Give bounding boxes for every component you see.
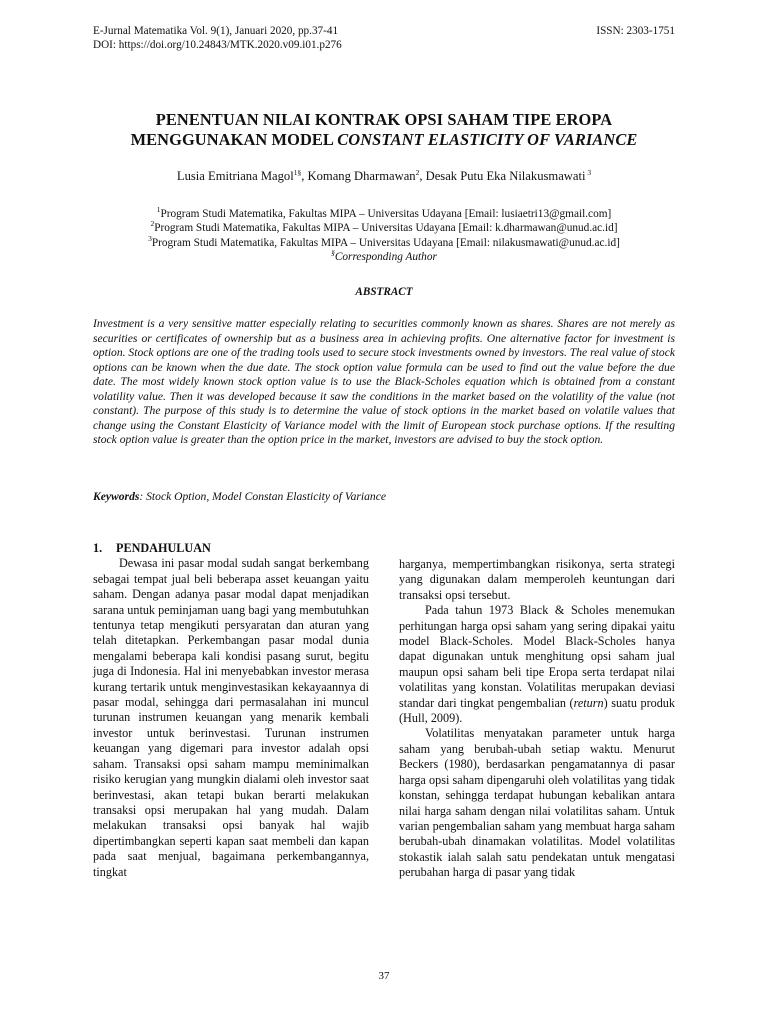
keywords — [93, 490, 675, 503]
paper-title — [93, 110, 675, 150]
intro-paragraph-2 — [399, 603, 675, 726]
corresponding-text: Corresponding Author — [334, 251, 437, 264]
section-number: 1. — [93, 541, 103, 555]
issn: ISSN: 2303-1751 — [596, 25, 675, 37]
author-2-marker: 2 — [415, 167, 420, 177]
title-line-2-plain: MENGGUNAKAN MODEL — [130, 130, 338, 149]
affiliation-1-marker: 1 — [156, 205, 161, 215]
author-1: Lusia Emitriana Magol — [176, 169, 294, 183]
keywords-label: Keywords — [93, 490, 140, 503]
intro-paragraph-1: Dewasa ini pasar modal sudah sangat berkembang sebagai tempat jual beli beberapa asset keuangan yaitu saham. Dengan adanya pasar modal dapat menjadikan sarana untuk peminjaman uang bagi yang membutuhkan tentunya tetap mengikuti persyaratan dan aturan yang telah ditetapkan. Perkembangan pasar modal dunia mengalami beberapa kali kondisi pasang surut, begitu juga di Indonesia. Hal ini menyebabkan investor merasa kurang tertarik untuk menginvestasikan kekayaannya di pasar modal, sehingga dari permasalahan ini muncul turunan instrumen keuangan yang menarik kembali investor untuk berinvestasi. Turunan instrumen keuangan yang digemari para investor adalah opsi saham. Transaksi opsi saham mampu meminimalkan risiko kerugian yang mungkin dialami oleh investor saat berinvestasi, akan tetapi bukan berarti melakukan transaksi opsi merupakan hal yang mudah. Dalam melakukan transaksi opsi banyak hal wajib dipertimbangkan seperti kapan saat membeli dan kapan pada saat menjual, bagaimana perkembangannya, tingkat — [93, 556, 369, 879]
intro-paragraph-2-b: ) suatu produk (Hull, 2009). — [399, 695, 675, 726]
affiliation-3-text: Program Studi Matematika, Fakultas MIPA – Universitas Udayana [Email: nilakusmawati@unud.ac.id] — [151, 236, 620, 249]
affiliation-3-marker: 3 — [148, 234, 152, 244]
corresponding-marker: § — [331, 248, 335, 258]
intro-paragraph-2-italic: return — [573, 695, 604, 710]
title-line-2-italic: CONSTANT ELASTICITY OF VARIANCE — [337, 130, 638, 149]
author-2: , Komang Dharmawan — [301, 169, 416, 183]
page-number: 37 — [378, 970, 390, 982]
affiliation-2 — [93, 221, 675, 235]
affiliation-2-marker: 2 — [150, 219, 155, 229]
section-heading — [93, 541, 369, 556]
author-1-marker: 1§ — [293, 167, 302, 177]
affiliation-2-text: Program Studi Matematika, Fakultas MIPA – Universitas Udayana [Email: k.dharmawan@unud.ac.id] — [154, 222, 618, 235]
running-header — [93, 25, 675, 52]
author-3: , Desak Putu Eka Nilakusmawati — [419, 169, 586, 183]
affiliation-3 — [93, 236, 675, 250]
journal-citation: E-Jurnal Matematika Vol. 9(1), Januari 2020, pp.37-41 — [93, 25, 339, 37]
title-line-1: PENENTUAN NILAI KONTRAK OPSI SAHAM TIPE EROPA — [155, 110, 613, 129]
abstract-heading: ABSTRACT — [355, 286, 413, 298]
intro-paragraph-3: Volatilitas menyatakan parameter untuk harga saham yang berubah-ubah setiap waktu. Menurut Beckers (1980), berdasarkan pengamatannya di pasar harga opsi saham dipengaruhi oleh volatilitas yang tidak konstan, sehingga terdapat hubungan kebalikan antara nilai harga saham dengan nilai volatilitas saham. Untuk varian pengembalian saham yang membuat harga saham berubah-ubah dinamakan volatilitas. Model volatilitas stokastik ialah salah satu pendekatan untuk mengatasi perubahan harga di pasar yang tidak — [399, 726, 675, 880]
author-list — [93, 169, 675, 184]
left-column — [93, 541, 369, 880]
keywords-text: : Stock Option, Model Constan Elasticity of Variance — [139, 490, 387, 503]
doi-link[interactable]: DOI: https://doi.org/10.24843/MTK.2020.v09.i01.p276 — [93, 38, 342, 51]
intro-paragraph-1-cont: harganya, mempertimbangkan risikonya, serta strategi yang digunakan dalam memperoleh keuntungan dari transaksi opsi tersebut. — [399, 557, 675, 602]
section-title: PENDAHULUAN — [116, 541, 211, 555]
abstract-body: Investment is a very sensitive matter especially relating to securities commonly known as shares. Shares are not merely as securities or certificates of ownership but as a business area in achieving profits. One alternative factor for investment is option. Stock options are one of the trading tools used to secure stock investments owned by investors. The real value of stock options can be known when the due date. The stock option value formula can be used to find out the value before the due date. The most widely known stock option value is to use the Black-Scholes equation which is obtained from a constant volatility value. Then it was developed because it saw the conditions in the market based on the volatility of the value (not constant). The purpose of this study is to determine the value of stock options in the market based on volatile values that change using the Constant Elasticity of Variance model with the limit of European stock purchase options. If the resulting stock option value is greater than the option price in the market, investors are advised to buy the stock option. — [93, 317, 675, 447]
author-3-marker: 3 — [585, 167, 592, 177]
affiliation-1-text: Program Studi Matematika, Fakultas MIPA – Universitas Udayana [Email: lusiaetri13@gmail.com] — [160, 208, 612, 220]
intro-paragraph-2-a: Pada tahun 1973 Black & Scholes menemukan perhitungan harga opsi saham yang sering dipakai yaitu model Black-Scholes. Model Black-Scholes hanya dapat digunakan untuk menghitung opsi saham jual maupun opsi saham beli tipe Eropa serta terdapat nilai volatilitas yang konstan. Volatilitas merupakan deviasi standar dari tingkat pengembalian ( — [399, 603, 675, 710]
corresponding-note — [93, 250, 675, 264]
right-column — [399, 557, 675, 881]
affiliations — [93, 207, 675, 265]
affiliation-1 — [93, 207, 675, 221]
title-line-2 — [93, 130, 675, 150]
